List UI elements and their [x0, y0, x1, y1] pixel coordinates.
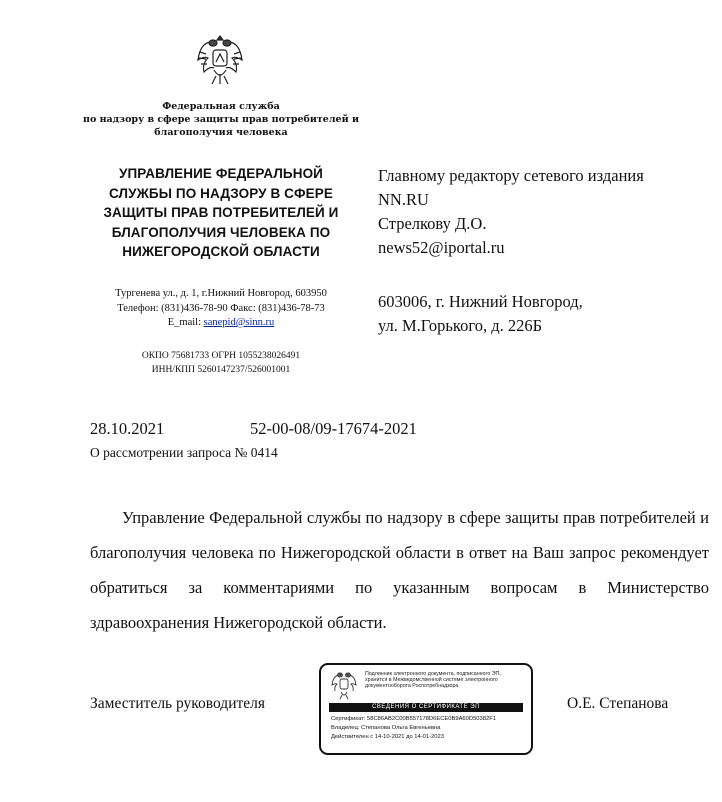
federal-service-line: благополучия человека	[154, 127, 288, 138]
stamp-certificate: Сертификат: 58C86AB2C00B557178D6ECE0B9A60D50382F1	[331, 716, 496, 722]
letter-reg-number: 52-00-08/09-17674-2021	[250, 419, 417, 438]
recipient-line: NN.RU	[378, 190, 429, 209]
federal-service-line: по надзору в сфере защиты прав потребителей и	[82, 114, 359, 125]
department-email-row	[80, 316, 362, 331]
recipient-address-line: ул. М.Горького, д. 226Б	[378, 316, 543, 335]
okpo-ogrn: ОКПО 75681733 ОГРН 1055238026491	[141, 351, 301, 361]
stamp-header-line: документооборота Роспотребнадзора	[365, 683, 459, 690]
recipient-line: Стрелкову Д.О.	[378, 214, 487, 233]
stamp-info	[331, 715, 533, 742]
department-line: БЛАГОПОЛУЧИЯ ЧЕЛОВЕКА ПО	[111, 224, 331, 240]
stamp-header-line: Подлинник электронного документа, подписанного ЭП,	[365, 671, 501, 677]
federal-service-line: Федеральная служба	[162, 101, 280, 112]
department-contacts	[80, 287, 362, 331]
email-label: E_mail:	[167, 317, 204, 328]
signer-name: О.Е. Степанова	[567, 695, 669, 712]
department-phone: Телефон: (831)436-78-90 Факс: (831)436-78-73	[117, 302, 325, 314]
coat-of-arms-icon	[196, 32, 244, 88]
recipient-line: news52@iportal.ru	[378, 238, 505, 257]
recipient-address	[378, 290, 718, 338]
recipient-line: Главному редактору сетевого издания	[378, 166, 644, 185]
inn-kpp: ИНН/КПП 5260147237/526001001	[151, 365, 291, 375]
department-line: НИЖЕГОРОДСКОЙ ОБЛАСТИ	[122, 244, 320, 259]
letter-subject: О рассмотрении запроса № 0414	[90, 445, 278, 460]
stamp-header	[365, 671, 531, 690]
recipient-address-line: 603006, г. Нижний Новгород,	[378, 292, 583, 311]
department-line: ЗАЩИТЫ ПРАВ ПОТРЕБИТЕЛЕЙ И	[103, 205, 339, 220]
department-name	[80, 164, 362, 262]
stamp-emblem-icon	[331, 670, 357, 700]
department-line: СЛУЖБЫ ПО НАДЗОРУ В СФЕРЕ	[109, 185, 333, 201]
recipient-block	[378, 164, 718, 260]
federal-service-name	[80, 100, 362, 139]
registration-codes	[80, 349, 362, 377]
stamp-header-line: хранится в Межведомственной системе электронного	[365, 677, 498, 684]
department-address: Тургенева ул., д. 1, г.Нижний Новгород, 603950	[115, 288, 327, 299]
e-signature-stamp	[319, 663, 533, 755]
department-line: УПРАВЛЕНИЕ ФЕДЕРАЛЬНОЙ	[119, 166, 323, 181]
stamp-validity: Действителен с 14-10-2021 до 14-01-2023	[331, 734, 444, 740]
stamp-title-bar: СВЕДЕНИЯ О СЕРТИФИКАТЕ ЭП	[329, 703, 523, 712]
stamp-owner: Владелец: Степанова Ольга Евгеньевна	[331, 725, 441, 731]
email-link[interactable]: sanepid@sinn.ru	[203, 317, 275, 328]
letter-body: Управление Федеральной службы по надзору в сфере защиты прав потребителей и благополучия человека по Нижегородской области в ответ на Ваш запрос рекомендует обратиться за комментариями по указанным вопросам в Министерство здравоохранения Нижегородской области.	[90, 508, 709, 632]
letter-date: 28.10.2021	[90, 419, 165, 438]
signer-title: Заместитель руководителя	[90, 695, 266, 712]
